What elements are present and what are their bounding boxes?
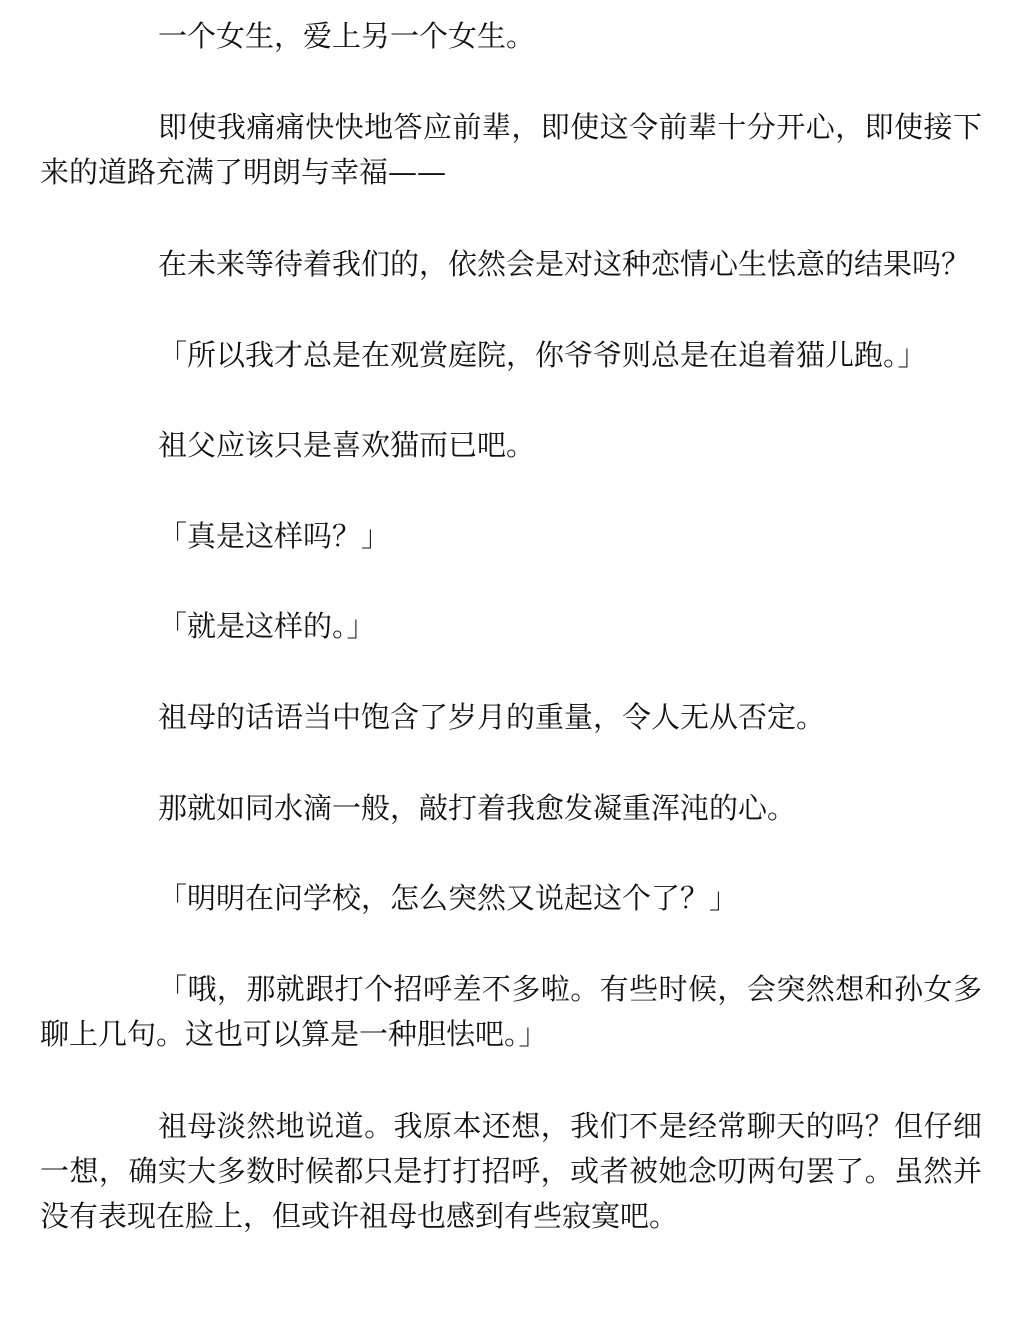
paragraph-10: 「明明在问学校，怎么突然又说起这个了？」 xyxy=(158,881,739,915)
paragraph-3: 在未来等待着我们的，依然会是对这种恋情心生怯意的结果吗？ xyxy=(158,247,971,281)
paragraph-2: 即使我痛痛快快地答应前辈，即使这令前辈十分开心，即使接下来的道路充满了明朗与幸福—— xyxy=(40,110,982,189)
paragraph-1: 一个女生，爱上另一个女生。 xyxy=(158,19,536,53)
paragraph-7: 「就是这样的。」 xyxy=(158,609,376,643)
paragraph-12: 祖母淡然地说道。我原本还想，我们不是经常聊天的吗？但仔细一想，确实大多数时候都只是打打招呼，或者被她念叨两句罢了。虽然并没有表现在脸上，但或许祖母也感到有些寂寞吧。 xyxy=(40,1109,982,1233)
paragraph-11: 「哦，那就跟打个招呼差不多啦。有些时候，会突然想和孙女多聊上几句。这也可以算是一种胆怯吧。」 xyxy=(40,972,982,1051)
paragraph-6: 「真是这样吗？」 xyxy=(158,519,391,553)
paragraph-4: 「所以我才总是在观赏庭院，你爷爷则总是在追着猫儿跑。」 xyxy=(158,338,927,372)
paragraph-5: 祖父应该只是喜欢猫而已吧。 xyxy=(158,428,536,462)
paragraph-8: 祖母的话语当中饱含了岁月的重量，令人无从否定。 xyxy=(158,700,826,734)
paragraph-9: 那就如同水滴一般，敲打着我愈发凝重浑沌的心。 xyxy=(158,791,797,825)
